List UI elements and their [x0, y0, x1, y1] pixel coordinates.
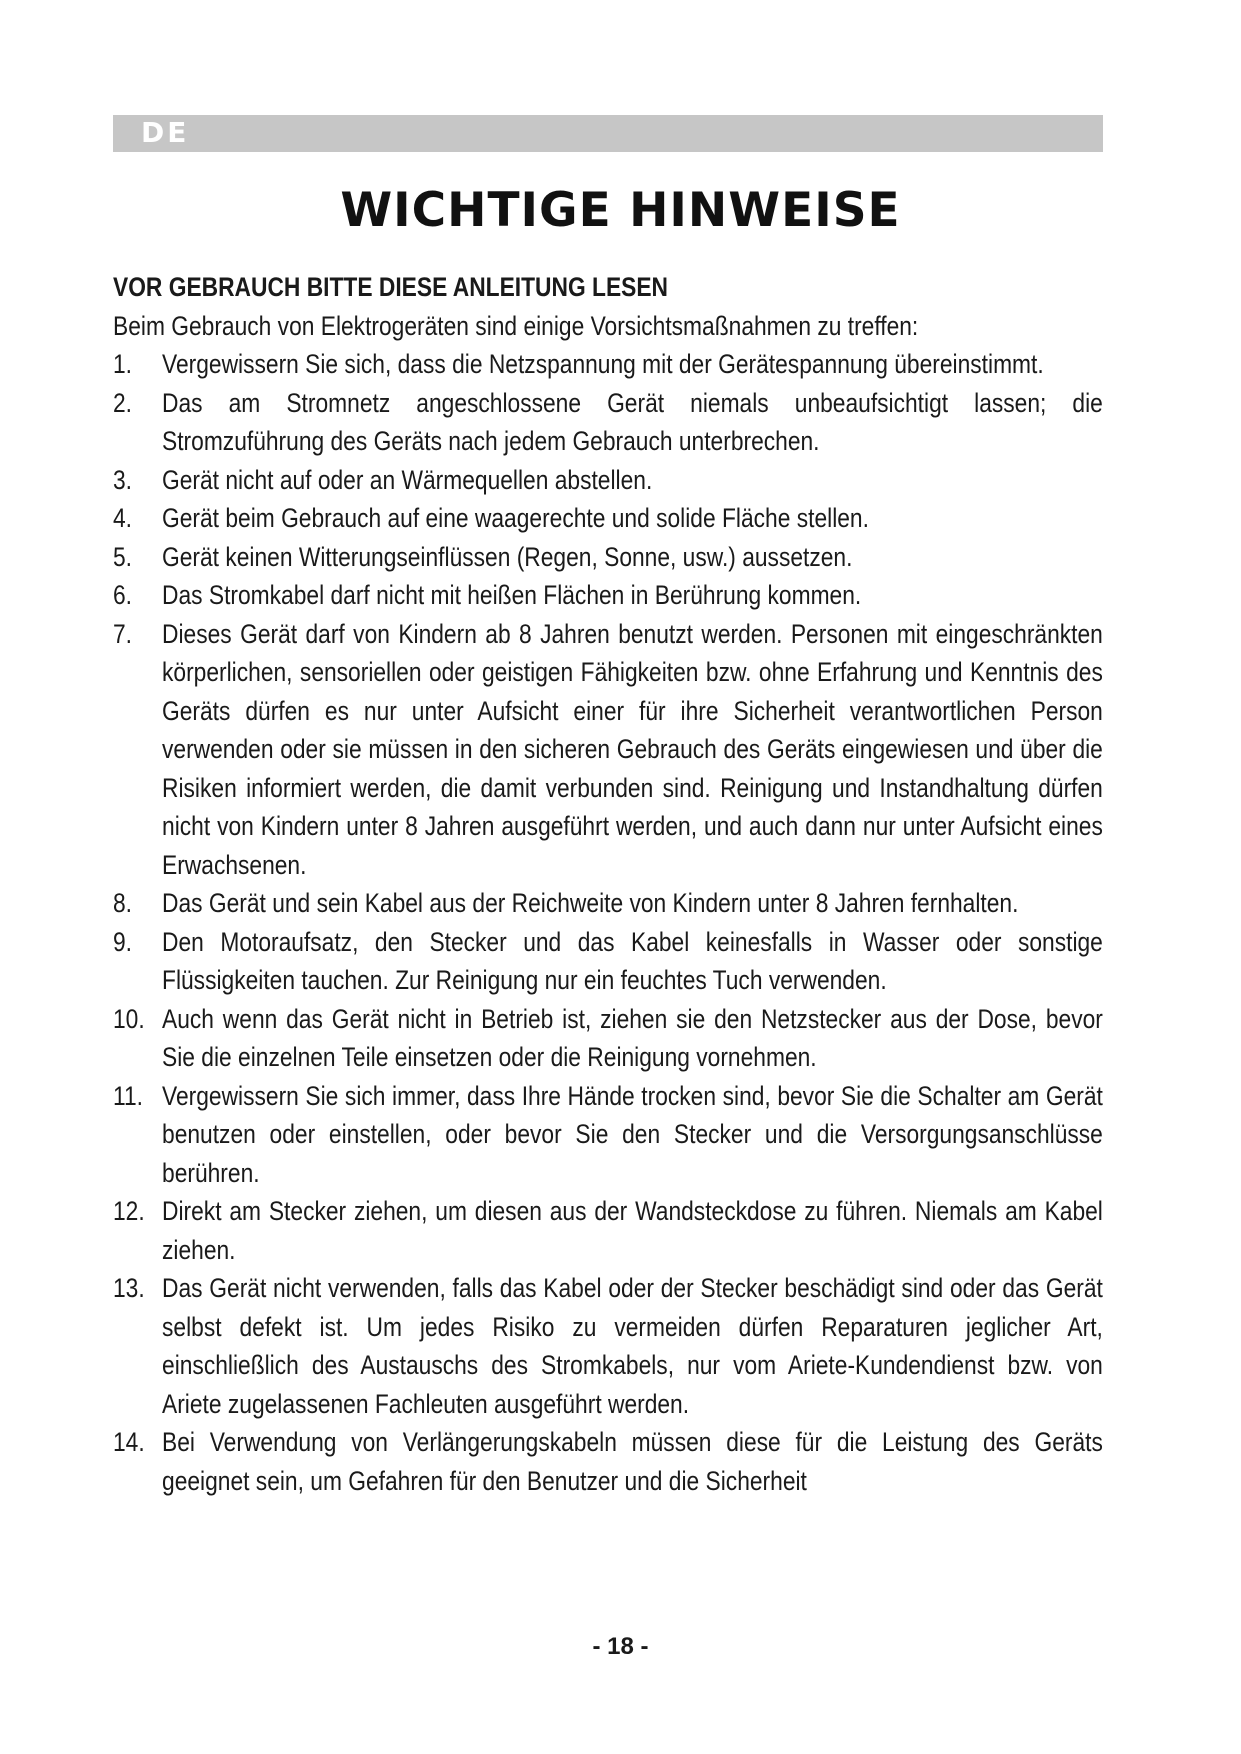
item-number: 8.	[113, 888, 133, 918]
item-text: Direkt am Stecker ziehen, um diesen aus der Wandsteckdose zu führen. Niemals am Kabel ziehen.	[162, 1196, 1103, 1265]
list-item	[113, 499, 1103, 538]
safety-list	[113, 345, 1103, 1500]
list-item	[113, 1269, 1103, 1423]
item-text: Bei Verwendung von Verlängerungskabeln müssen diese für die Leistung des Geräts geeignet sein, um Gefahren für den Benutzer und die Sicherheit	[162, 1427, 1103, 1496]
list-item	[113, 538, 1103, 577]
section-heading: VOR GEBRAUCH BITTE DIESE ANLEITUNG LESEN	[113, 272, 669, 302]
item-text: Das Gerät nicht verwenden, falls das Kabel oder der Stecker beschädigt sind oder das Gerät selbst defekt ist. Um jedes Risiko zu vermeiden dürfen Reparaturen jeglicher Art, einschließlich des Austauschs des Stromkabels, nur vom Ariete-Kundendienst bzw. von Ariete zugelassenen Fachleuten ausgeführt werden.	[162, 1273, 1103, 1419]
item-number: 4.	[113, 503, 133, 533]
language-label: DE	[141, 116, 190, 149]
list-item	[113, 1192, 1103, 1269]
list-item	[113, 1000, 1103, 1077]
item-number: 10.	[113, 1003, 145, 1034]
item-text: Das Gerät und sein Kabel aus der Reichweite von Kindern unter 8 Jahren fernhalten.	[162, 888, 1019, 918]
list-item	[113, 576, 1103, 615]
item-text: Vergewissern Sie sich immer, dass Ihre Hände trocken sind, bevor Sie die Schalter am Gerät benutzen oder einstellen, oder bevor Sie den Stecker und die Versorgungsanschlüsse berühren.	[162, 1080, 1103, 1188]
item-text: Den Motoraufsatz, den Stecker und das Kabel keinesfalls in Wasser oder sonstige Flüssigkeiten tauchen. Zur Reinigung nur ein feuchtes Tuch verwenden.	[162, 926, 1103, 995]
list-item	[113, 1077, 1103, 1193]
item-text: Das am Stromnetz angeschlossene Gerät niemals unbeaufsichtigt lassen; die Stromzuführung des Geräts nach jedem Gebrauch unterbrechen.	[162, 387, 1103, 456]
instructions-content	[113, 268, 1103, 1500]
list-item	[113, 884, 1103, 923]
item-number: 3.	[113, 464, 133, 495]
item-text: Vergewissern Sie sich, dass die Netzspannung mit der Gerätespannung übereinstimmt.	[162, 349, 1044, 379]
item-number: 12.	[113, 1196, 145, 1226]
item-text: Dieses Gerät darf von Kindern ab 8 Jahren benutzt werden. Personen mit eingeschränkten körperlichen, sensoriellen oder geistigen Fähigkeiten bzw. ohne Erfahrung und Kenntnis des Geräts dürfen es nur unter Aufsicht einer für ihre Sicherheit verantwortlichen Person verwenden oder sie müssen in den sicheren Gebrauch des Geräts eingewiesen und über die Risiken informiert werden, die damit verbunden sind. Reinigung und Instandhaltung dürfen nicht von Kindern unter 8 Jahren ausgeführt werden, und auch dann nur unter Aufsicht eines Erwachsenen.	[162, 618, 1103, 880]
item-text: Das Stromkabel darf nicht mit heißen Flächen in Berührung kommen.	[162, 580, 862, 610]
item-text: Gerät keinen Witterungseinflüssen (Regen, Sonne, usw.) aussetzen.	[162, 541, 853, 572]
item-text: Gerät nicht auf oder an Wärmequellen abstellen.	[162, 464, 653, 495]
list-item	[113, 345, 1103, 384]
item-number: 14.	[113, 1427, 145, 1457]
item-number: 1.	[113, 349, 133, 379]
item-number: 13.	[113, 1273, 145, 1303]
item-number: 9.	[113, 926, 133, 957]
list-item	[113, 1423, 1103, 1500]
item-text: Auch wenn das Gerät nicht in Betrieb ist, ziehen sie den Netzstecker aus der Dose, bevor Sie die einzelnen Teile einsetzen oder die Reinigung vornehmen.	[162, 1003, 1103, 1072]
list-item	[113, 615, 1103, 885]
list-item	[113, 384, 1103, 461]
page-title: WICHTIGE HINWEISE	[340, 183, 901, 238]
list-item	[113, 923, 1103, 1000]
item-number: 7.	[113, 618, 133, 649]
item-text: Gerät beim Gebrauch auf eine waagerechte und solide Fläche stellen.	[162, 503, 869, 533]
language-bar	[113, 115, 1103, 152]
page-number: - 18 -	[592, 1633, 649, 1660]
item-number: 2.	[113, 387, 133, 418]
item-number: 5.	[113, 541, 133, 572]
list-item	[113, 461, 1103, 500]
item-number: 6.	[113, 580, 133, 610]
section-intro: Beim Gebrauch von Elektrogeräten sind einige Vorsichtsmaßnahmen zu treffen:	[113, 310, 919, 341]
item-number: 11.	[113, 1080, 143, 1111]
